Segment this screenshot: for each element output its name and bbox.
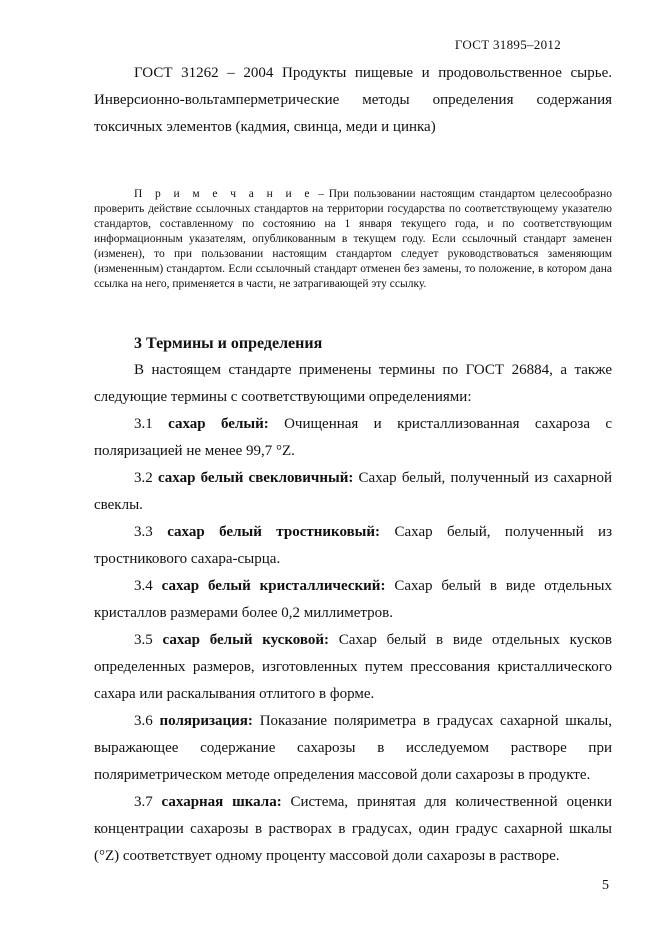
term-text: Сахар белый, полученный из сахарной свеклы. bbox=[94, 470, 613, 513]
term-definition bbox=[94, 519, 612, 573]
section-heading: 3 Термины и определения bbox=[134, 335, 323, 352]
note-label: П р и м е ч а н и е bbox=[134, 188, 314, 200]
note-text: – При пользовании настоящим стандартом целесообразно проверить действие ссылочных стандартов на территории государства по соответствующему указателю стандартов, составленному по состоянию на 1 января текущего года, и по соответствующим информационным указателям, опубликованным в текущем году. Если ссылочный стандарт заменен (изменен), то при пользовании настоящим стандартом следует руководствоваться заменяющим (измененным) стандартом. Если ссылочный стандарт отменен без замены, то положение, в котором дана ссылка на него, применяется в части, не затрагивающей эту ссылку. bbox=[94, 188, 612, 290]
normative-reference: ГОСТ 31262 – 2004 Продукты пищевые и продовольственное сырье. Инверсионно-вольтамперметрические методы определения содержания токсичных элементов (кадмия, свинца, меди и цинка) bbox=[94, 65, 612, 135]
term-definition bbox=[94, 411, 612, 465]
term-name: сахар белый: bbox=[168, 416, 269, 432]
term-definition bbox=[94, 789, 612, 870]
term-text: Система, принятая для количественной оценки концентрации сахарозы в растворах в градусах, один градус сахарной шкалы (°Z) соответствует одному проценту массовой доли сахарозы в растворе. bbox=[94, 794, 613, 864]
term-text: Сахар белый в виде отдельных кристаллов размерами более 0,2 миллиметров. bbox=[94, 578, 612, 621]
note-paragraph bbox=[94, 187, 612, 292]
term-name: сахар белый кристаллический: bbox=[161, 578, 386, 594]
term-number: 3.6 bbox=[134, 713, 160, 729]
term-name: поляризация: bbox=[159, 713, 253, 729]
term-text: Показание поляриметра в градусах сахарной шкалы, выражающее содержание сахарозы в исследуемом растворе при поляриметрическом методе определения массовой доли сахарозы в продукте. bbox=[94, 713, 612, 783]
term-definition bbox=[94, 465, 612, 519]
term-name: сахар белый свекловичный: bbox=[157, 470, 354, 486]
terms-list bbox=[94, 357, 612, 870]
term-number: 3.1 bbox=[134, 416, 169, 432]
page-number: 5 bbox=[602, 878, 609, 893]
document-code-header: ГОСТ 31895–2012 bbox=[454, 37, 561, 52]
term-definition bbox=[94, 708, 612, 789]
term-name: сахарная шкала: bbox=[161, 794, 282, 810]
term-definition bbox=[94, 627, 612, 708]
term-name: сахар белый тростниковый: bbox=[167, 524, 381, 540]
term-number: 3.5 bbox=[134, 632, 163, 648]
term-number: 3.7 bbox=[134, 794, 162, 810]
term-text: Очищенная и кристаллизованная сахароза с поляризацией не менее 99,7 °Z. bbox=[94, 416, 613, 459]
page-content bbox=[94, 60, 612, 870]
section-intro: В настоящем стандарте применены термины по ГОСТ 26884, а также следующие термины с соответствующими определениями: bbox=[94, 362, 612, 405]
term-text: Сахар белый в виде отдельных кусков определенных размеров, изготовленных путем прессования кристаллического сахара или раскалывания отлитого в форме. bbox=[94, 632, 612, 702]
term-text: Сахар белый, полученный из тростникового сахара-сырца. bbox=[94, 524, 613, 567]
term-number: 3.4 bbox=[134, 578, 162, 594]
term-number: 3.2 bbox=[134, 470, 158, 486]
term-name: сахар белый кусковой: bbox=[162, 632, 330, 648]
term-definition bbox=[94, 573, 612, 627]
term-number: 3.3 bbox=[134, 524, 168, 540]
